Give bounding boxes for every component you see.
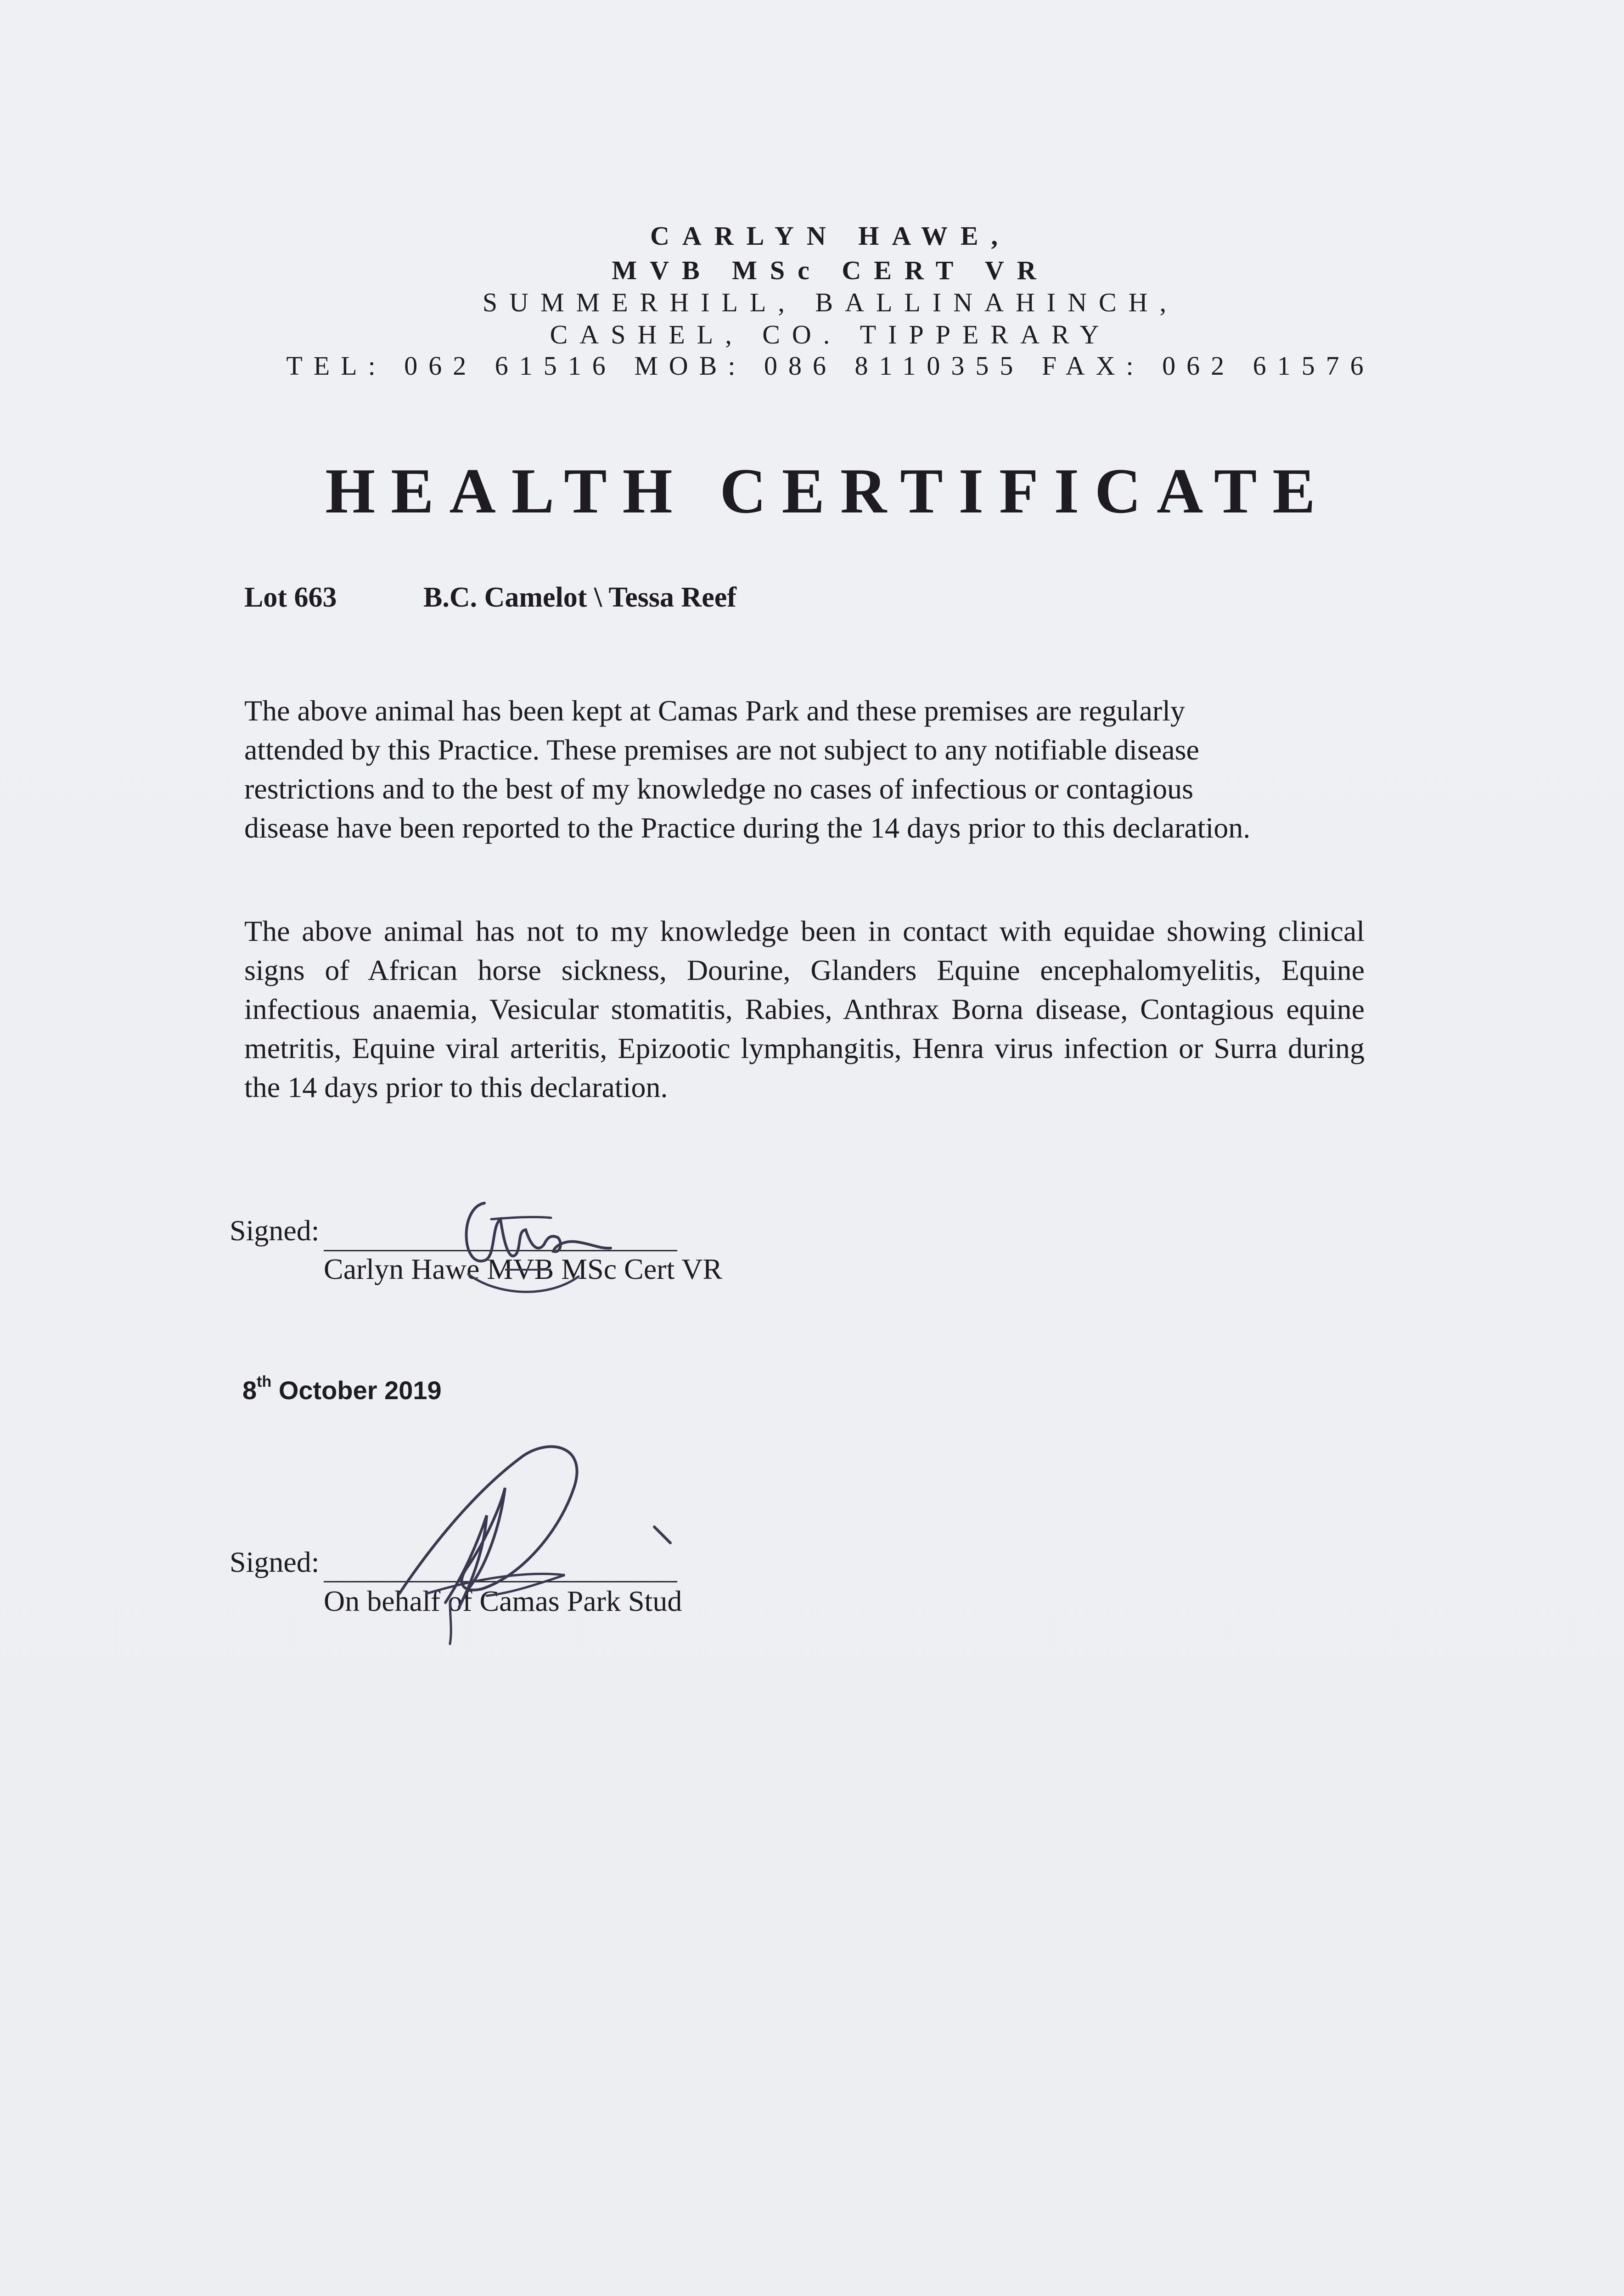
horse-name: B.C. Camelot \ Tessa Reef bbox=[423, 582, 736, 613]
letterhead-qualifications: MVB MSc CERT VR bbox=[612, 255, 1049, 285]
vet-signature-icon bbox=[441, 1176, 634, 1309]
premises-line: restrictions and to the best of my knowledge no cases of infectious or contagious bbox=[244, 772, 1194, 805]
premises-line: disease have been reported to the Practice during the 14 days prior to this declaration. bbox=[244, 811, 1251, 844]
vet-name-caption: Carlyn Hawe MVB MSc Cert VR bbox=[324, 1253, 723, 1285]
letterhead-address-line1: SUMMERHILL, BALLINAHINCH, bbox=[482, 287, 1179, 317]
premises-line: The above animal has been kept at Camas Park and these premises are regularly bbox=[244, 694, 1185, 727]
premises-paragraph bbox=[244, 691, 1365, 847]
lot-row bbox=[244, 582, 736, 613]
date-month-year: October 2019 bbox=[278, 1376, 442, 1405]
contact-declaration-paragraph: The above animal has not to my knowledge been in contact with equidae showing clinical signs of African horse sickness, Dourine, Glanders Equine encephalomyelitis, Equine infectious anaemia, Vesicular stomatitis, Rabies, Anthrax Borna disease, Contagious equine metritis, Equine viral arteritis, Epizootic lymphangitis, Henra virus infection or Surra during the 14 days prior to this declaration. bbox=[244, 915, 1365, 1103]
certificate-date bbox=[242, 1373, 442, 1405]
stud-caption: On behalf of Camas Park Stud bbox=[324, 1585, 682, 1617]
signed-label-vet: Signed: bbox=[230, 1214, 320, 1247]
stud-signature-icon bbox=[372, 1437, 702, 1649]
lot-number: Lot 663 bbox=[244, 582, 337, 613]
document-title: HEALTH CERTIFICATE bbox=[325, 456, 1331, 527]
letterhead-address-line2: CASHEL, CO. TIPPERARY bbox=[550, 320, 1111, 349]
signed-label-stud: Signed: bbox=[230, 1546, 320, 1578]
letterhead-contact: TEL: 062 61516 MOB: 086 8110355 FAX: 062 61576 bbox=[286, 351, 1375, 381]
date-suffix: th bbox=[257, 1373, 272, 1390]
premises-line: attended by this Practice. These premises are not subject to any notifiable disease bbox=[244, 733, 1199, 766]
date-day: 8 bbox=[242, 1376, 257, 1405]
letterhead-name: CARLYN HAWE, bbox=[650, 221, 1011, 251]
